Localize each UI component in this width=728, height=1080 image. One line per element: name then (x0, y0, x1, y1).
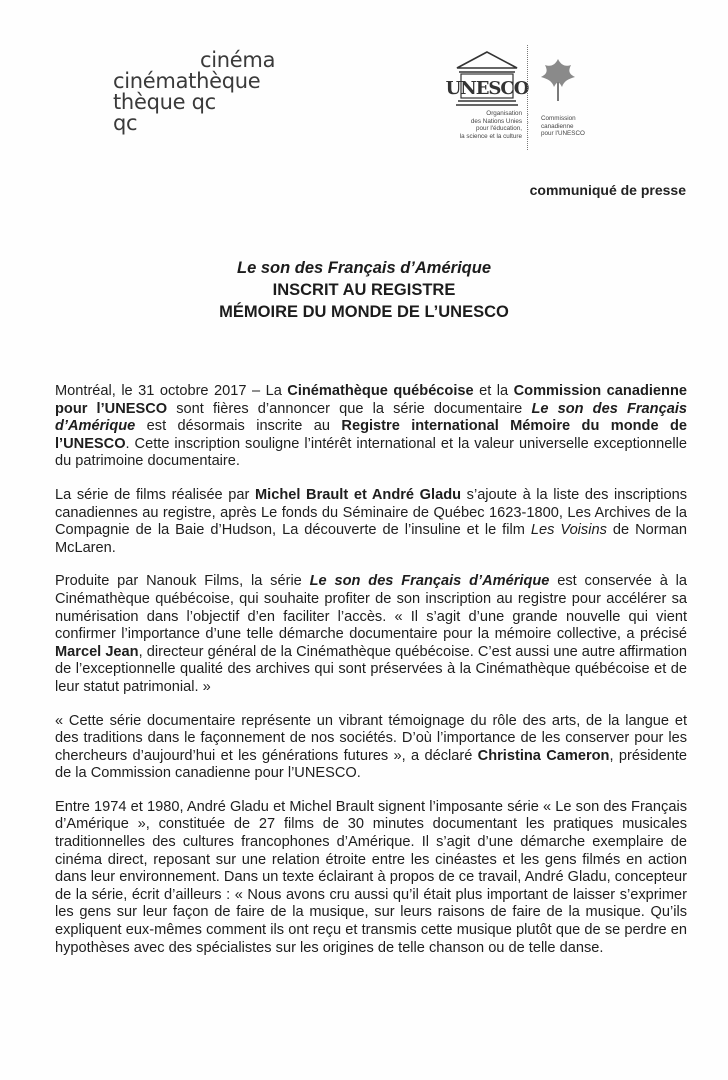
text-run: de Norman McLaren. (55, 522, 687, 556)
unesco-temple-icon (445, 50, 529, 108)
text-run: sont fières d’annoncer que la série documentaire (167, 400, 532, 417)
text-run: Entre 1974 et 1980, André Gladu et Michel Brault signent l’imposante série « Le son des Français d’Amérique », constituée de 27 films de 30 minutes documentant les pratiques musicales traditionnelles des cultures francophones d’Amérique. Il s’agit d’une démarche exemplaire de cinéma direct, reposant sur une relation étroite entre les cinéastes et les gens filmés en action dans leur environnement. Dans un texte éclairant à propos de ce travail, André Gladu, concepteur de la série, écrit d’ailleurs : « Nous avons cru aussi qu’il était plus important de laisser s’exprimer les gens sur leur façon de faire de la musique, sur leurs raisons de faire de la musique. Qu’ils expliquent eux-mêmes comment ils ont reçu et transmis cette musique plutôt que de se perdre en hypothèses avec des spécialistes sur les origines de telle chanson ou de telle danse. (55, 798, 687, 956)
bold-run: Christina Cameron (477, 747, 610, 764)
unesco-wordmark: UNESCO (445, 78, 529, 99)
text-run: est désormais inscrite au (135, 418, 342, 435)
bold-italic-run: Le son des Français d’Amérique (55, 400, 687, 435)
paragraph-1 (55, 383, 687, 471)
commission-caption-line: pour l'UNESCO (541, 130, 585, 138)
unesco-caption-line: des Nations Unies (470, 117, 522, 125)
text-run: , présidente de la Commission canadienne pour l’UNESCO. (55, 747, 688, 782)
logo-line-2: cinémathèque (113, 69, 261, 93)
text-run: « Cette série documentaire représente un vibrant témoignage du rôle des arts, de la langue et des traditions dans le façonnement de nos sociétés. D’où l’importance de les conserver pour les chercheurs d’aujourd’hui et les générations futures », a déclaré (55, 712, 687, 764)
title-line-2: INSCRIT AU REGISTRE (272, 281, 456, 299)
text-run: s’ajoute à la liste des inscriptions canadiennes au registre, après Le fonds du Séminaire de Québec 1623-1800, Les Archives de la Compagnie de la Baie d’Hudson, La découverte de l’insuline et le film (55, 486, 688, 539)
commission-caption-line: canadienne (541, 122, 574, 130)
cinematheque-logo (113, 50, 275, 134)
bold-run: Michel Brault et André Gladu (255, 486, 462, 503)
title-line-3: MÉMOIRE DU MONDE DE L’UNESCO (219, 303, 509, 321)
maple-leaf-icon (538, 55, 578, 105)
text-run: . Cette inscription souligne l’intérêt international et la valeur universelle exceptionnelle du patrimoine documentaire. (55, 435, 687, 470)
paragraph-2 (55, 487, 687, 557)
commission-caption-line: Commission (541, 115, 576, 122)
release-title (0, 257, 728, 323)
paragraph-4 (55, 713, 687, 783)
unesco-caption-line: Organisation (486, 110, 522, 117)
title-line-1: Le son des Français d’Amérique (237, 259, 491, 277)
commission-caption (541, 115, 621, 138)
unesco-caption-line: la science et la culture (459, 132, 522, 140)
text-run: Produite par Nanouk Films, la série (55, 573, 310, 590)
unesco-caption (420, 110, 522, 140)
bold-italic-run: Le son des Français d’Amérique (309, 573, 550, 590)
press-release-label: communiqué de presse (529, 182, 686, 198)
text-run: La série de films réalisée par (55, 486, 256, 503)
text-run: , directeur général de la Cinémathèque québécoise. C’est aussi une autre affirmation de l’exceptionnelle qualité des archives qui sont préservées à la Cinémathèque québécoise et de leur statut patrimonial. » (55, 643, 688, 695)
bold-run: Cinémathèque québécoise (287, 383, 474, 399)
italic-run: Les Voisins (530, 522, 607, 539)
logo-line-1: cinéma (200, 48, 276, 72)
paragraph-3 (55, 573, 687, 696)
bold-run: Marcel Jean (55, 643, 139, 660)
release-body (55, 383, 687, 973)
logo-line-3: thèque qc (113, 90, 216, 114)
bold-run: Commission canadienne pour l’UNESCO (55, 383, 687, 417)
text-run: et la (473, 383, 514, 399)
text-run: est conservée à la Cinémathèque québécoise, qui souhaite profiter de son inscription au registre pour accélérer sa numérisation dans l’objectif d’en faciliter l’accès. « Il s’agit d’une grande nouvelle qui vient confirmer l’importance d’une telle démarche documentaire pour la mémoire collective, a précisé (55, 573, 688, 643)
caption-separator: · · · · (526, 111, 530, 141)
paragraph-5 (55, 799, 687, 957)
logo-line-4: qc (113, 111, 138, 135)
unesco-caption-line: pour l'éducation, (475, 125, 522, 133)
bold-run: Registre international Mémoire du monde de l’UNESCO (55, 418, 687, 452)
text-run: Montréal, le 31 octobre 2017 – La (55, 383, 288, 399)
